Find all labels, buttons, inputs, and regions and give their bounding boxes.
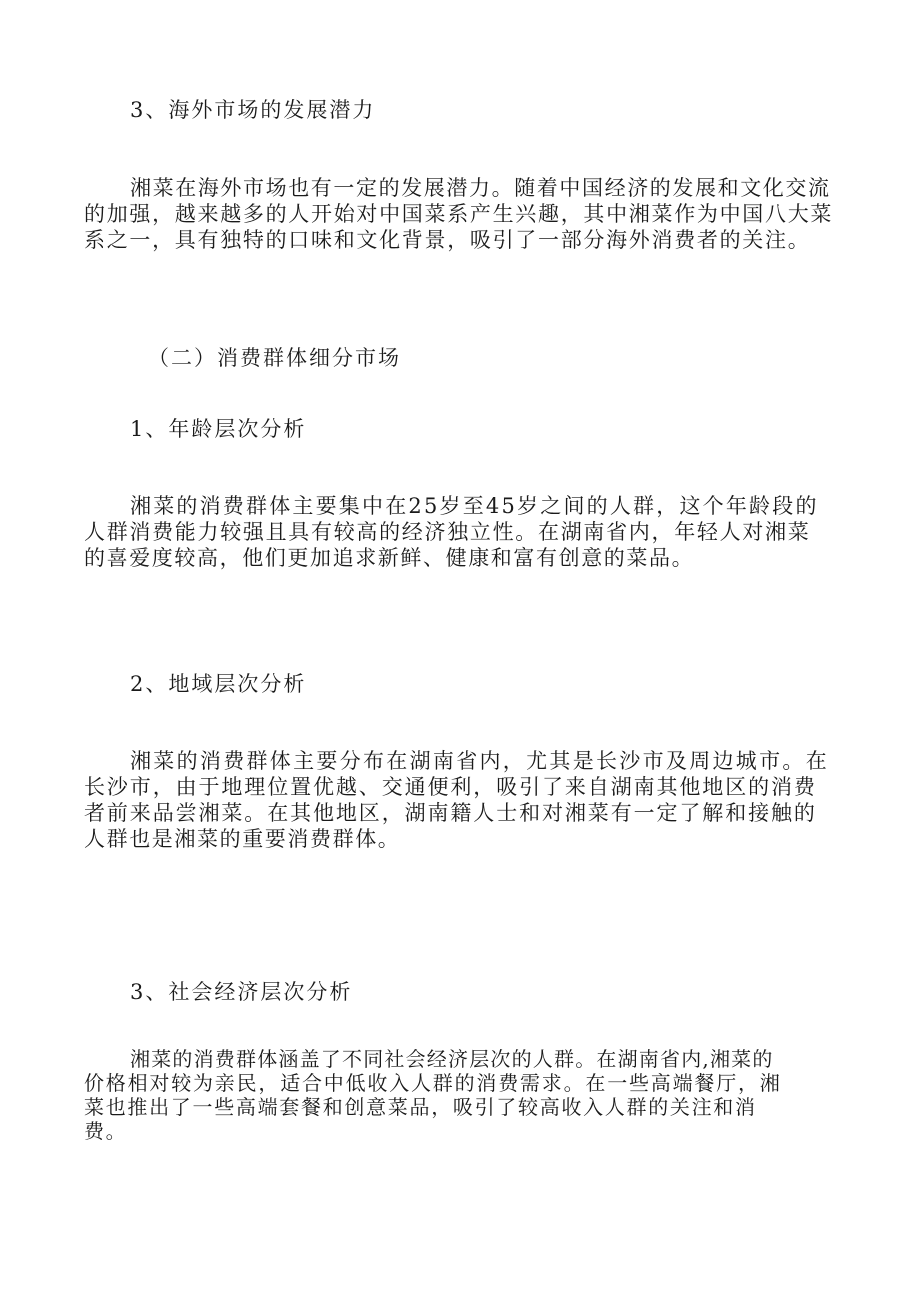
paragraph-line: 的喜爱度较高，他们更加追求新鲜、健康和富有创意的菜品。 — [84, 546, 695, 570]
paragraph-line: 的加强，越来越多的人开始对中国菜系产生兴趣，其中湘菜作为中国八大菜 — [84, 202, 834, 226]
paragraph-line: 湘菜的消费群体涵盖了不同社会经济层次的人群。在湖南省内,湘菜的 — [130, 1047, 774, 1071]
heading-region-analysis: 2、地域层次分析 — [130, 672, 307, 696]
paragraph-line: 价格相对较为亲民，适合中低收入人群的消费需求。在一些高端餐厅，湘 — [84, 1071, 782, 1095]
paragraph-line: 长沙市，由于地理位置优越、交通便利，吸引了来自湖南其他地区的消费 — [84, 775, 817, 799]
heading-overseas-market: 3、海外市场的发展潜力 — [130, 98, 376, 122]
paragraph-line: 湘菜的消费群体主要分布在湖南省内，尤其是长沙市及周边城市。在 — [130, 749, 829, 773]
paragraph-line: 系之一，具有独特的口味和文化背景，吸引了一部分海外消费者的关注。 — [84, 228, 811, 252]
section-heading-consumer-segments: （二）消费群体细分市场 — [148, 346, 401, 370]
paragraph-line: 湘菜在海外市场也有一定的发展潜力。随着中国经济的发展和文化交流 — [130, 176, 831, 200]
paragraph-line: 湘菜的消费群体主要集中在25岁至45岁之间的人群，这个年龄段的 — [130, 494, 819, 518]
heading-age-analysis: 1、年龄层次分析 — [130, 417, 307, 441]
paragraph-line: 人群也是湘菜的重要消费群体。 — [84, 827, 401, 851]
paragraph-line: 费。 — [84, 1119, 128, 1143]
paragraph-line: 菜也推出了一些高端套餐和创意菜品，吸引了较高收入人群的关注和消 — [84, 1095, 757, 1119]
paragraph-line: 者前来品尝湘菜。在其他地区，湖南籍人士和对湘菜有一定了解和接触的 — [84, 801, 817, 825]
paragraph-line: 人群消费能力较强且具有较高的经济独立性。在湖南省内，年轻人对湘菜 — [84, 520, 811, 544]
heading-socioeconomic-analysis: 3、社会经济层次分析 — [130, 980, 353, 1004]
